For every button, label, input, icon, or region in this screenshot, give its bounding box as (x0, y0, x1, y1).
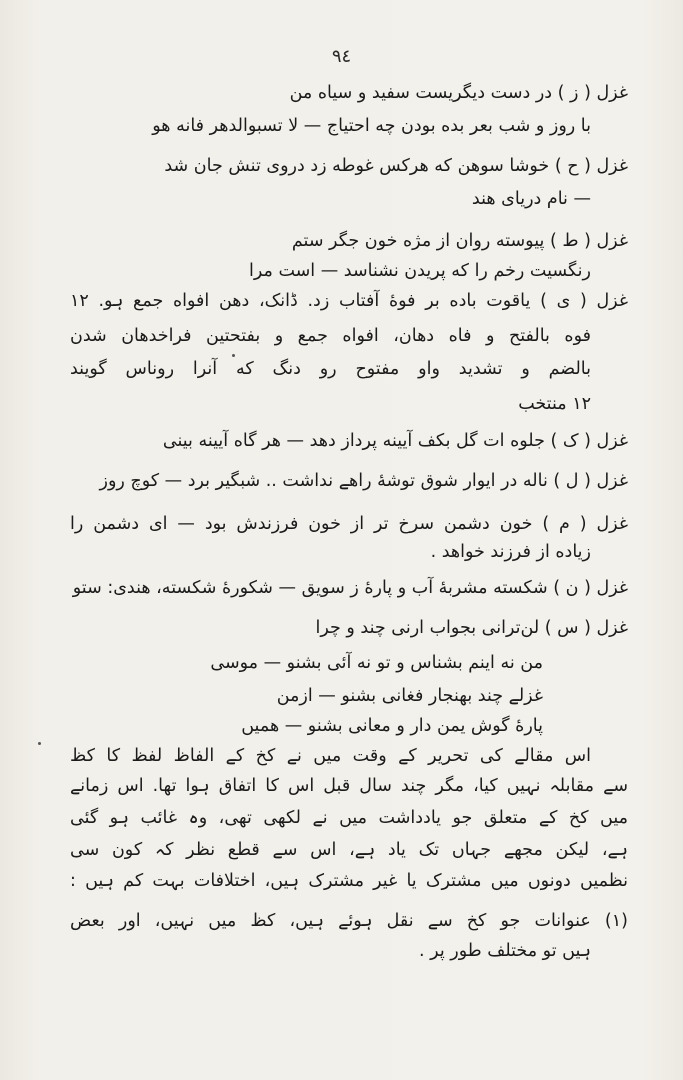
entry-line (292, 228, 628, 254)
entry-label: غزل ( س ) (544, 618, 628, 638)
entry-label: غزل ( ح ) (554, 156, 628, 176)
entry-text: بالضم و تشدید واو مفتوح رو دنگ که آنرا روناس گویند (70, 359, 591, 379)
paragraph-line: ہے، لیکن مجھے جہاں تک یاد ہے، اس سے قطع نظر کہ کون سی (70, 840, 628, 860)
entry-line (431, 539, 591, 565)
entry-label: غزل ( ی ) (540, 291, 628, 311)
entry-line (70, 323, 591, 349)
paragraph-line: (۱) عنوانات جو کخ سے نقل ہوئے ہیں، کظ میں نہیں، اور بعض (70, 911, 628, 931)
ink-speck (38, 742, 41, 745)
entry-line (152, 113, 591, 139)
entry-line (73, 575, 628, 601)
entry-line (241, 713, 543, 739)
entry-text: پیوسته روان از مژه خون جگر ستم (291, 231, 545, 251)
entry-text: زیاده از فرزند خواهد . (430, 542, 591, 562)
paragraph-line: اس مقالے کی تحریر کے وقت میں نے کخ کے الفاظ لفظ کا کظ (70, 746, 591, 766)
entry-text: — نام دریای هند (471, 189, 591, 209)
entry-text: در دست دیگریست سفید و سیاه من (289, 83, 553, 103)
entry-line (518, 391, 591, 417)
paragraph-line: نظمیں دونوں میں مشترک یا غیر مشترک ہیں، اختلافات بہت کم ہیں : (70, 871, 628, 891)
entry-line (249, 258, 591, 284)
entry-text: ناله در ایوار شوق توشهٔ راهے نداشت .. شبگیر برد — کوچ روز (99, 471, 548, 491)
entry-label: غزل ( م ) (542, 514, 628, 534)
entry-text: ۱۲ منتخب (518, 394, 591, 414)
entry-text: شکسته مشربهٔ آب و پارهٔ ز سویق — شکورهٔ شکسته، هندی: ستو (72, 578, 548, 598)
paragraph-line: ہیں تو مختلف طور پر . (419, 941, 591, 961)
entry-label: غزل ( ط ) (549, 231, 628, 251)
entry-line (315, 615, 628, 641)
entry-text: رنگسیت رخم را که پریدن نشناسد — است مرا (249, 261, 591, 281)
page-number: ٩٤ (331, 46, 352, 67)
entry-line (70, 288, 628, 314)
entry-text: خوشا سوهن که هرکس غوطه زد دروی تنش جان شد (164, 156, 550, 176)
entry-line (70, 511, 628, 537)
ink-speck (232, 354, 235, 357)
entry-line (100, 468, 628, 494)
entry-text: فوه بالفتح و فاه دهان، افواه جمع و بفتحتین فراخدهان شدن (70, 326, 591, 346)
entry-text: پارهٔ گوش یمن دار و معانی بشنو — همیں (241, 716, 543, 736)
entry-line (163, 428, 628, 454)
entry-text: یاقوت باده بر فوهٔ آفتاب زد. ڈانک، دهن افواه جمع ہو. ۱۲ (70, 291, 531, 311)
entry-text: غزلے چند بهنجار فغانی بشنو — ازمن (276, 686, 543, 706)
paragraph-line: سے مقابلہ نہیں کیا، مگر چند سال قبل اس کا اتفاق ہوا تھا. اس زمانے (70, 776, 628, 796)
entry-text: من نه اینم بشناس و تو نه آئی بشنو — موسی (210, 653, 543, 673)
entry-line (472, 186, 591, 212)
entry-text: جلوه ات گل بکف آیینه پرداز دهد — هر گاه آیینه بینی (162, 431, 545, 451)
entry-line (290, 80, 628, 106)
paragraph-line: میں کخ کے متعلق جو یادداشت میں نے لکھی تھی، وہ غائب ہو گئی (70, 808, 628, 828)
entry-line (70, 356, 591, 382)
entry-text: با روز و شب بعر بده بودن چه احتیاج — لا تسبوالدهر فانه هو (152, 116, 591, 136)
entry-line (164, 153, 628, 179)
entry-label: غزل ( ن ) (553, 578, 628, 598)
entry-text: خون دشمن سرخ تر از خون فرزندش بود — ای دشمن را (70, 514, 533, 534)
entry-label: غزل ( ز ) (557, 83, 628, 103)
entry-label: غزل ( ل ) (553, 471, 628, 491)
entry-label: غزل ( ک ) (550, 431, 628, 451)
entry-line (277, 683, 543, 709)
entry-text: لن‌ترانی بجواب ارنی چند و چرا (315, 618, 540, 638)
entry-line (210, 650, 543, 676)
